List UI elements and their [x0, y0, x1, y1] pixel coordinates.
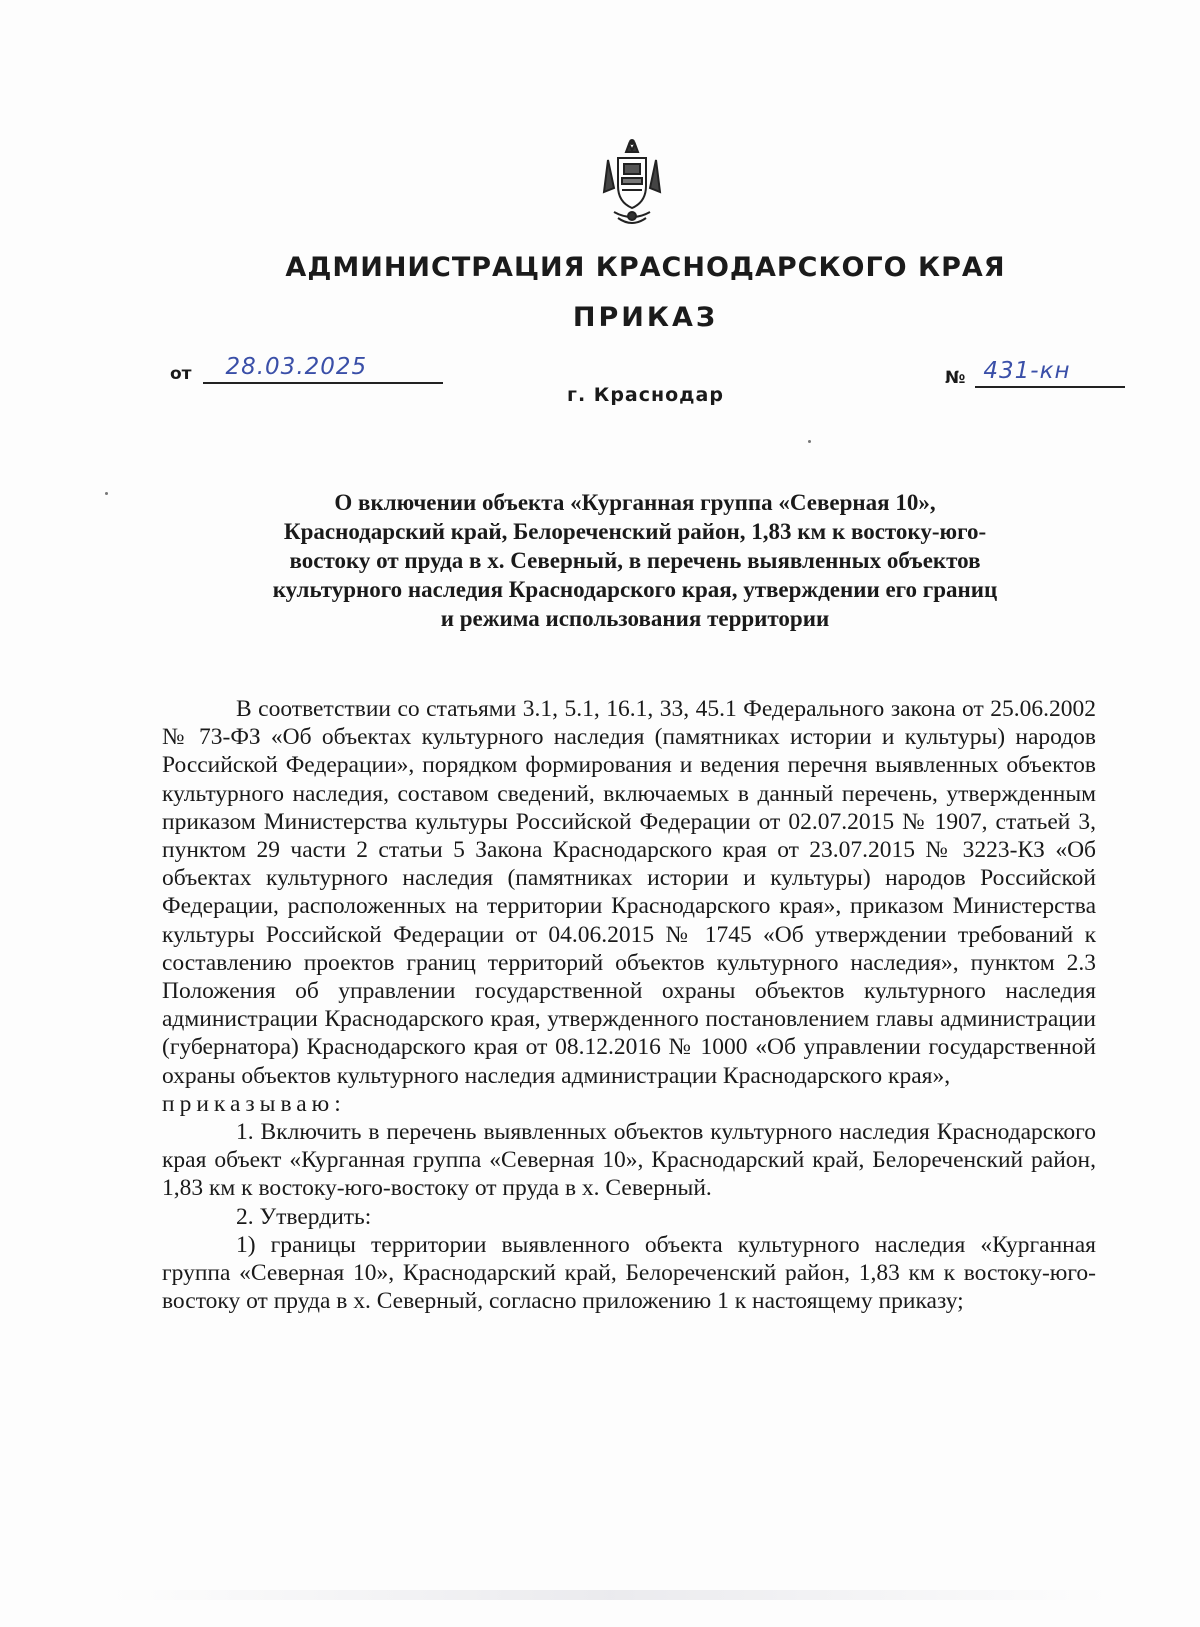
handwritten-number: 431-кн: [983, 358, 1071, 384]
item-1-paragraph: 1. Включить в перечень выявленных объектов культурного наследия Краснодарского края объект «Курганная группа «Северная 10», Краснодарский край, Белореченский район, 1,83 км к востоку-юго-востоку от пруда в х. Северный.: [162, 1119, 1096, 1202]
order-title: [170, 488, 1100, 633]
handwritten-date: 28.03.2025: [225, 354, 368, 380]
title-line: востоку от пруда в х. Северный, в перечень выявленных объектов: [289, 548, 981, 573]
title-line: культурного наследия Краснодарского края, утверждении его границ: [272, 577, 998, 602]
item-2-paragraph: 2. Утвердить:: [236, 1203, 372, 1230]
number-label: №: [945, 368, 966, 388]
coat-of-arms-icon: [600, 138, 664, 230]
document-type: ПРИКАЗ: [572, 302, 719, 333]
date-line: [203, 354, 443, 384]
title-line: и режима использования территории: [440, 606, 830, 631]
preamble-text: В соответствии со статьями 3.1, 5.1, 16.1, 33, 45.1 Федерального закона от 25.06.2002 № 73-ФЗ «Об объектах культурного наследия (памятниках истории и культуры) народов Российской Федерации», порядком формирования и ведения перечня выявленных объектов культурного наследия, составом сведений, включаемых в данный перечень, утвержденным приказом Министерства культуры Российской Федерации от 02.07.2015 № 1907, статьей 3, пунктом 29 части 2 статьи 5 Закона Краснодарского края от 23.07.2015 № 3223-КЗ «Об объектах культурного наследия (памятниках истории и культуры) народов Российской Федерации, расположенных на территории Краснодарского края», приказом Министерства культуры Российской Федерации от 04.06.2015 № 1745 «Об утверждении требований к составлению проектов границ территорий объектов культурного наследия», пунктом 2.3 Положения об управлении государственной охраны объектов культурного наследия администрации Краснодарского края, утвержденного постановлением главы администрации (губернатора) Краснодарского края от 08.12.2016 № 1000 «Об управлении государственной охраны объектов культурного наследия администрации Краснодарского края»,: [162, 696, 1096, 1089]
order-body: [162, 695, 1096, 1315]
order-word: приказываю:: [162, 1090, 346, 1117]
date-field: [170, 354, 443, 384]
scan-speck: [105, 492, 108, 495]
title-line: О включении объекта «Курганная группа «Северная 10»,: [334, 490, 936, 515]
title-line: Краснодарский край, Белореченский район, 1,83 км к востоку-юго-: [283, 519, 987, 544]
scan-speck: [808, 440, 811, 443]
city-name: г. Краснодар: [567, 384, 724, 406]
order-word-paragraph: [162, 1090, 1096, 1118]
scan-bleed-through: [110, 1590, 1110, 1600]
date-label: от: [170, 364, 192, 384]
preamble-paragraph: [162, 695, 1096, 1090]
organization-name: АДМИНИСТРАЦИЯ КРАСНОДАРСКОГО КРАЯ: [285, 252, 1006, 283]
item-2-1-paragraph: 1) границы территории выявленного объекта культурного наследия «Курганная группа «Северная 10», Краснодарский край, Белореченский район, 1,83 км к востоку-юго-востоку от пруда в х. Северный, согласно приложению 1 к настоящему приказу;: [162, 1231, 1096, 1315]
